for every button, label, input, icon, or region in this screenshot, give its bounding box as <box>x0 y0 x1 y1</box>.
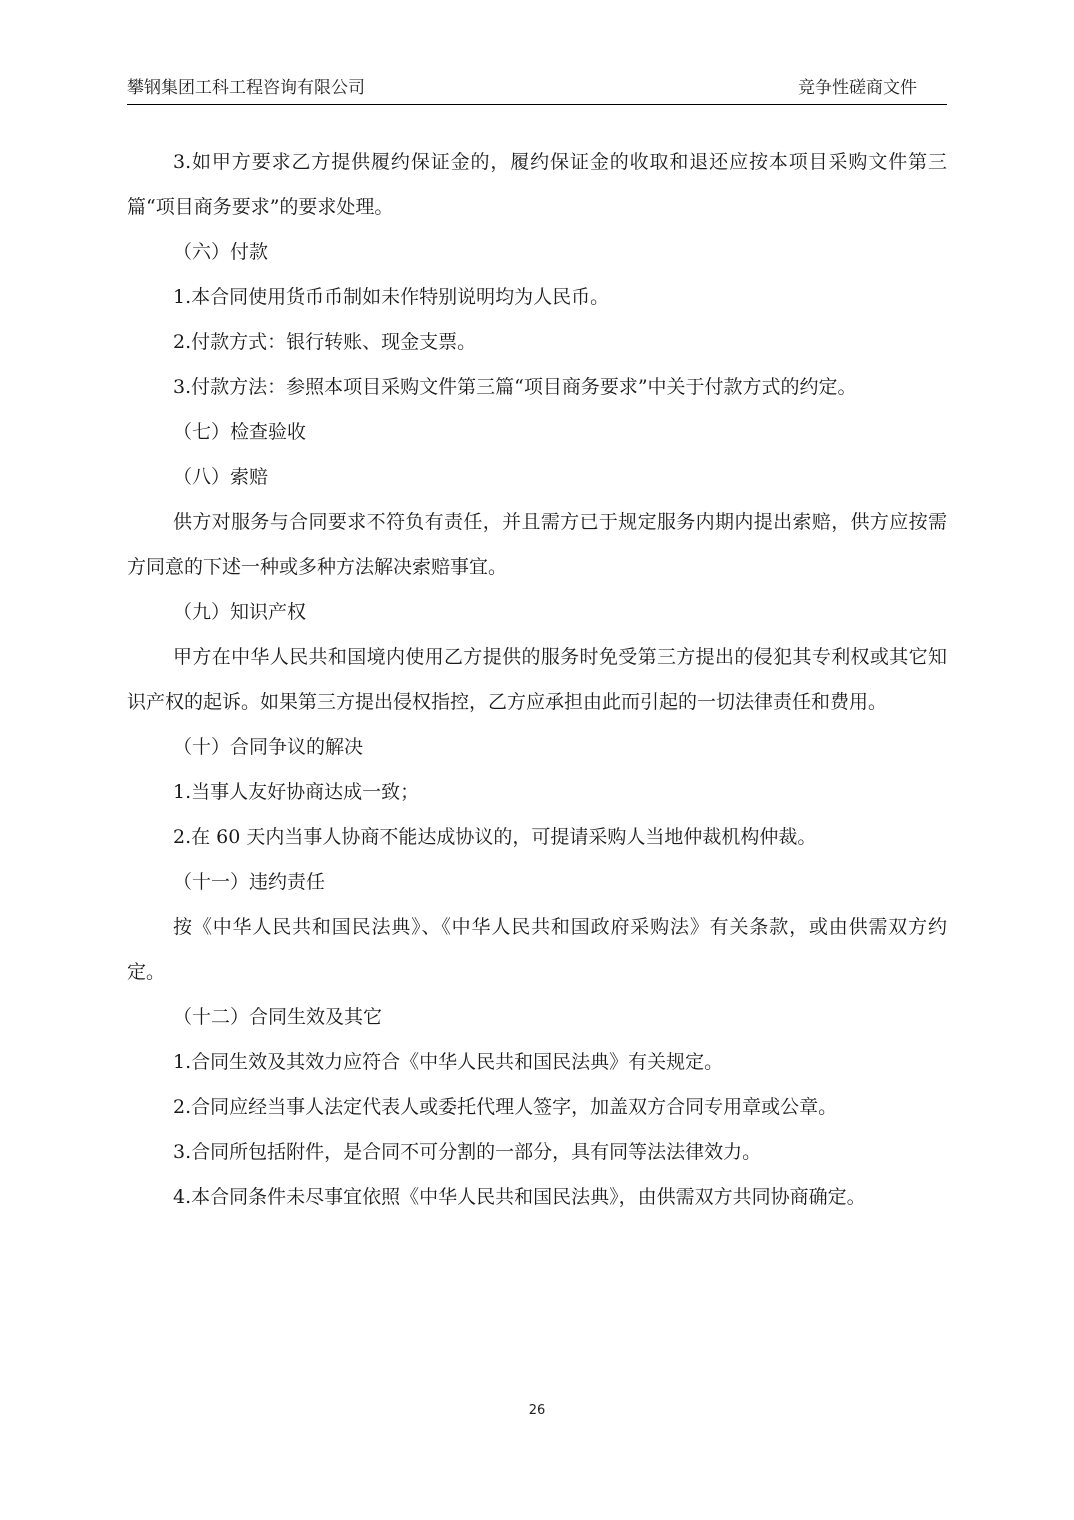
paragraph: 甲方在中华人民共和国境内使用乙方提供的服务时免受第三方提出的侵犯其专利权或其它知识产权的起诉。如果第三方提出侵权指控，乙方应承担由此而引起的一切法律责任和费用。 <box>127 646 947 713</box>
paragraph: 2.在 60 天内当事人协商不能达成协议的，可提请采购人当地仲裁机构仲裁。 <box>173 826 817 848</box>
section-heading: （十二）合同生效及其它 <box>173 1006 383 1028</box>
page-number: 26 <box>528 1403 546 1418</box>
paragraph: 3.付款方法：参照本项目采购文件第三篇“项目商务要求”中关于付款方式的约定。 <box>173 376 857 398</box>
section-heading: （八）索赔 <box>173 466 269 488</box>
paragraph: 2.合同应经当事人法定代表人或委托代理人签字，加盖双方合同专用章或公章。 <box>173 1096 838 1118</box>
header-document-title: 竞争性磋商文件 <box>798 78 917 98</box>
paragraph: 3.如甲方要求乙方提供履约保证金的，履约保证金的收取和退还应按本项目采购文件第三篇“项目商务要求”的要求处理。 <box>127 151 947 218</box>
section-heading: （七）检查验收 <box>173 421 307 443</box>
section-heading: （十）合同争议的解决 <box>173 736 364 758</box>
page-header <box>127 78 947 105</box>
paragraph: 供方对服务与合同要求不符负有责任，并且需方已于规定服务内期内提出索赔，供方应按需方同意的下述一种或多种方法解决索赔事宜。 <box>127 511 947 578</box>
paragraph: 1.本合同使用货币币制如未作特别说明均为人民币。 <box>173 286 610 308</box>
paragraph: 2.付款方式：银行转账、现金支票。 <box>173 331 477 353</box>
header-company-name: 攀钢集团工科工程咨询有限公司 <box>127 78 365 98</box>
paragraph: 1.合同生效及其效力应符合《中华人民共和国民法典》有关规定。 <box>173 1051 724 1073</box>
section-heading: （六）付款 <box>173 241 269 263</box>
section-heading: （九）知识产权 <box>173 601 307 623</box>
paragraph: 1.当事人友好协商达成一致； <box>173 781 420 803</box>
paragraph: 按《中华人民共和国民法典》、《中华人民共和国政府采购法》有关条款，或由供需双方约定。 <box>127 916 947 983</box>
section-heading: （十一）违约责任 <box>173 871 326 893</box>
document-body <box>127 140 947 1220</box>
paragraph: 4.本合同条件未尽事宜依照《中华人民共和国民法典》，由供需双方共同协商确定。 <box>173 1186 866 1208</box>
paragraph: 3.合同所包括附件，是合同不可分割的一部分，具有同等法法律效力。 <box>173 1141 762 1163</box>
